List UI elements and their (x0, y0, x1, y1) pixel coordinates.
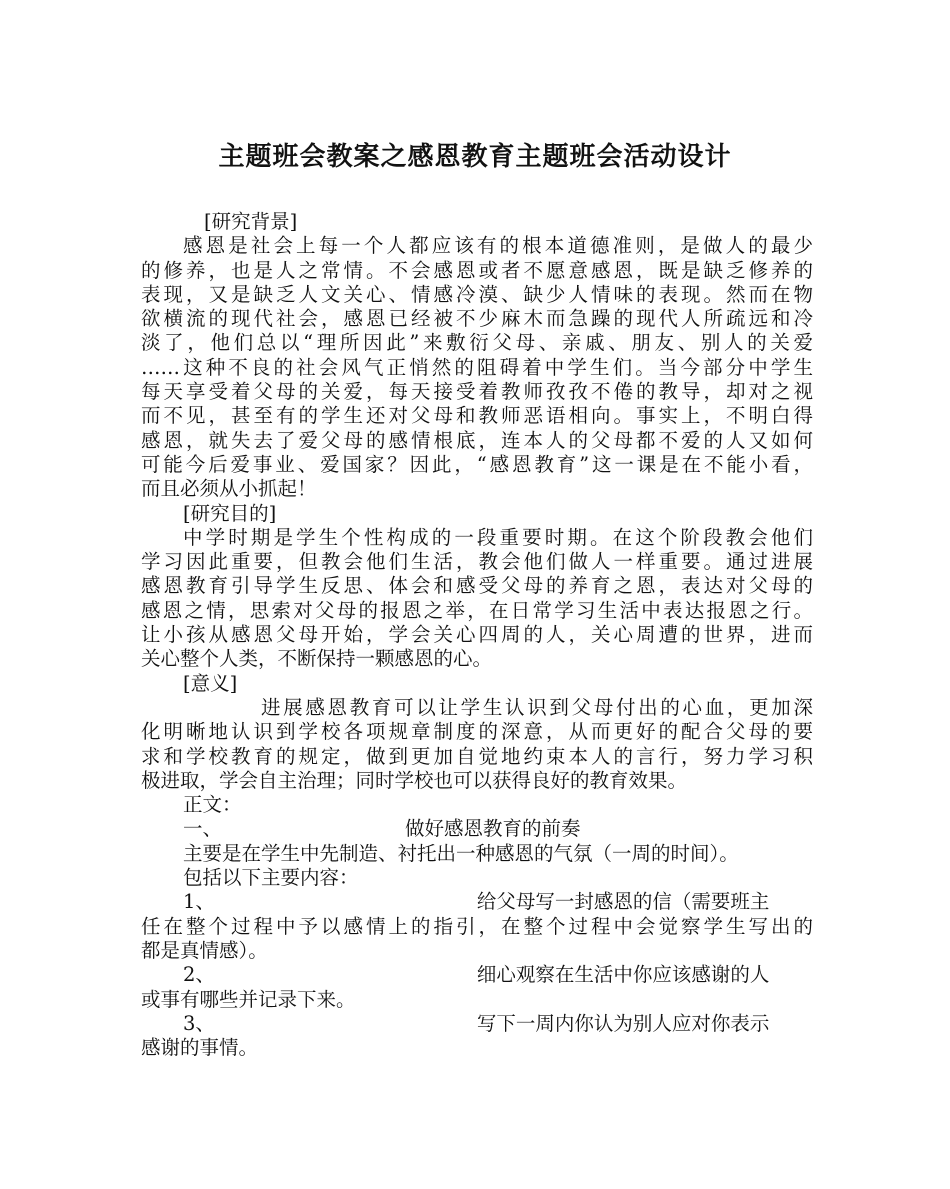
paragraph-line: 的修养，也是人之常情。不会感恩或者不愿意感恩，既是缺乏修养的 (141, 258, 813, 282)
list-item-1 (141, 890, 813, 914)
paragraph-line: 感恩是社会上每一个人都应该有的根本道德准则，是做人的最少 (183, 234, 813, 258)
paragraph-line: 感恩之情，思索对父母的报恩之举，在日常学习生活中表达报恩之行。 (141, 598, 813, 622)
paragraph-line: 进展感恩教育可以让学生认识到父母付出的心血，更加深 (261, 695, 813, 719)
document-title: 主题班会教案之感恩教育主题班会活动设计 (218, 142, 732, 172)
main-text-label: 正文： (183, 793, 242, 817)
list-item-number: 3、 (183, 1011, 215, 1035)
list-item-text: 给父母写一封感恩的信（需要班主 (476, 890, 770, 914)
paragraph-line: 可能今后爱事业、爱国家？因此，“感恩教育”这一课是在不能小看， (141, 452, 813, 476)
list-item-continuation: 都是真情感）。 (141, 938, 268, 962)
paragraph-line: 中学时期是学生个性构成的一段重要时期。在这个阶段教会他们 (183, 525, 813, 549)
section-1-intro: 主要是在学生中先制造、衬托出一种感恩的气氛（一周的时间）。 (183, 841, 739, 865)
section-heading-purpose: [研究目的] (183, 501, 277, 525)
list-item-continuation: 感谢的事情。 (141, 1036, 259, 1060)
paragraph-line: 表现，又是缺乏人文关心、情感冷漠、缺少人情味的表现。然而在物 (141, 282, 813, 306)
list-item-text: 写下一周内你认为别人应对你表示 (476, 1011, 770, 1035)
paragraph-line: 淡了，他们总以“理所因此”来敷衍父母、亲戚、朋友、别人的关爱 (141, 331, 813, 355)
list-item-continuation: 或事有哪些并记录下来。 (141, 987, 356, 1011)
paragraph-line: 学习因此重要，但教会他们生活，教会他们做人一样重要。通过进展 (141, 550, 813, 574)
paragraph-line: 而且必须从小抓起！ (141, 477, 317, 501)
list-item-number: 2、 (183, 963, 215, 987)
paragraph-line: 求和学校教育的规定，做到更加自觉地约束本人的言行，努力学习积 (141, 744, 813, 768)
list-item-2 (141, 963, 813, 987)
paragraph-line: 化明晰地认识到学校各项规章制度的深意，从而更好的配合父母的要 (141, 720, 813, 744)
section-1-number: 一、 (183, 817, 223, 841)
section-1-heading (141, 817, 813, 841)
section-heading-meaning: [意义] (183, 671, 238, 695)
section-1-includes: 包括以下主要内容： (183, 866, 359, 890)
list-item-continuation: 任在整个过程中予以感情上的指引，在整个过程中会觉察学生写出的 (141, 914, 813, 938)
document-body (141, 210, 813, 1060)
paragraph-line: 而不见，甚至有的学生还对父母和教师恶语相向。事实上，不明白得 (141, 404, 813, 428)
section-1-title: 做好感恩教育的前奏 (405, 817, 581, 841)
paragraph-line: ……这种不良的社会风气正悄然的阻碍着中学生们。当今部分中学生 (141, 355, 813, 379)
list-item-number: 1、 (183, 890, 215, 914)
list-item-3 (141, 1012, 813, 1036)
paragraph-line: 关心整个人类，不断保持一颗感恩的心。 (141, 647, 493, 671)
paragraph-line: 欲横流的现代社会，感恩已经被不少麻木而急躁的现代人所疏远和冷 (141, 307, 813, 331)
paragraph-line: 感恩教育引导学生反思、体会和感受父母的养育之恩，表达对父母的 (141, 574, 813, 598)
paragraph-line: 感恩，就失去了爱父母的感情根底，连本人的父母都不爱的人又如何 (141, 428, 813, 452)
section-heading-background: [研究背景] (204, 210, 298, 233)
paragraph-line: 让小孩从感恩父母开始，学会关心四周的人，关心周遭的世界，进而 (141, 623, 813, 647)
paragraph-line: 每天享受着父母的关爱，每天接受着教师孜孜不倦的教导，却对之视 (141, 380, 813, 404)
list-item-text: 细心观察在生活中你应该感谢的人 (476, 963, 770, 987)
paragraph-line: 极进取，学会自主治理；同时学校也可以获得良好的教育效果。 (141, 768, 688, 792)
